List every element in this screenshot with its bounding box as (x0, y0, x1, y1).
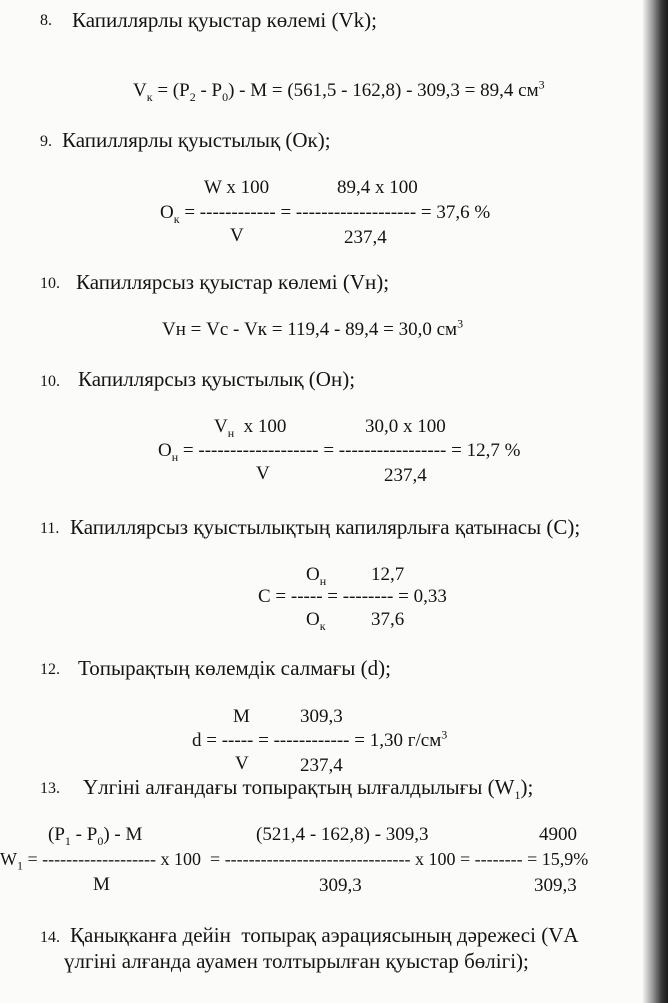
section-8-formula: $V_к = (P_2 - P_0) - M = (561,5 - 162,8) - 309,3 = 89,4$ $см^3$ (133, 77, 545, 104)
section-10b-numerator-left: $V_н$ х 100 (214, 416, 287, 440)
section-9-number: 9. (40, 133, 52, 150)
section-13-title: Үлгіні алғандағы топырақтың ылғалдылығы $(W_1)$; (83, 775, 534, 803)
section-10b-denominator-left: V (256, 463, 270, 484)
section-13-denominator-3: 309,3 (534, 875, 577, 896)
section-13-denominator-2: 309,3 (319, 875, 362, 896)
section-10a-title: Капиллярсыз қуыстар көлемі (Vн); (76, 270, 390, 294)
section-8-title: Капиллярлы қуыстар көлемі (Vk); (72, 8, 377, 32)
section-11-numerator-right: 12,7 (371, 564, 405, 585)
section-12-number: 12. (40, 661, 60, 678)
section-12-denominator-left: V (235, 753, 249, 774)
section-12-title: Топырақтың көлемдік салмағы (d); (78, 656, 391, 680)
page-binding-shadow (642, 0, 668, 1003)
section-13-numerator-3: 4900 (539, 824, 577, 845)
section-10b-denominator-right: 237,4 (384, 465, 427, 486)
section-14-line-1: Қанықканға дейін топырақ аэрациясының дәрежесі (VА (70, 923, 579, 947)
section-13-formula-line: $W_1$ = ------------------- х 100 = ------------------------------- х 100 = -------- = 15,9% (0, 849, 589, 873)
section-12-numerator-left: M (233, 706, 250, 727)
section-12-denominator-right: 237,4 (300, 755, 343, 776)
section-10a-formula: Vн = Vс - Vк = 119,4 - 89,4 = 30,0 $см^3$ (162, 316, 464, 340)
section-13-denominator-1: M (93, 874, 110, 895)
section-11-formula-line: С = ----- = -------- = 0,33 (258, 586, 447, 607)
section-11-numerator-left: $О_н$ (306, 564, 327, 588)
section-11-denominator-right: 37,6 (371, 609, 405, 630)
section-13-number: 13. (40, 780, 60, 797)
section-9-title: Капиллярлы қуыстылық (Ок); (62, 128, 331, 152)
section-8-number: 8. (40, 12, 52, 29)
section-12-formula-line: d = ----- = ------------ = 1,30 $г/см^3$ (192, 727, 448, 751)
section-10a-number: 10. (40, 275, 60, 292)
section-10b-number: 10. (40, 373, 60, 390)
section-9-formula-line: $О_к$ = ------------ = ------------------- = 37,6 % (160, 202, 491, 226)
section-9-denominator-left: V (230, 225, 244, 246)
section-14-line-2: үлгіні алғанда ауамен толтырылған қуыстар бөлігі); (64, 949, 529, 973)
section-10b-numerator-right: 30,0 х 100 (365, 416, 446, 437)
section-9-numerator-left: W х 100 (204, 177, 270, 198)
section-13-numerator-1: $(P_1 - P_0)$ - M (48, 824, 143, 848)
section-9-denominator-right: 237,4 (344, 227, 387, 248)
section-12-numerator-right: 309,3 (300, 706, 343, 727)
section-11-denominator-left: $О_к$ (306, 609, 326, 633)
section-10b-title: Капиллярсыз қуыстылық (Он); (78, 367, 356, 391)
section-13-numerator-2: (521,4 - 162,8) - 309,3 (256, 824, 429, 845)
section-9-numerator-right: 89,4 х 100 (337, 177, 418, 198)
section-14-number: 14. (40, 929, 60, 946)
section-10b-formula-line: $О_н$ = ------------------- = ----------------- = 12,7 % (158, 440, 521, 464)
section-11-title: Капиллярсыз қуыстылықтың капилярлыға қатынасы (С); (70, 515, 581, 539)
section-11-number: 11. (40, 520, 60, 537)
